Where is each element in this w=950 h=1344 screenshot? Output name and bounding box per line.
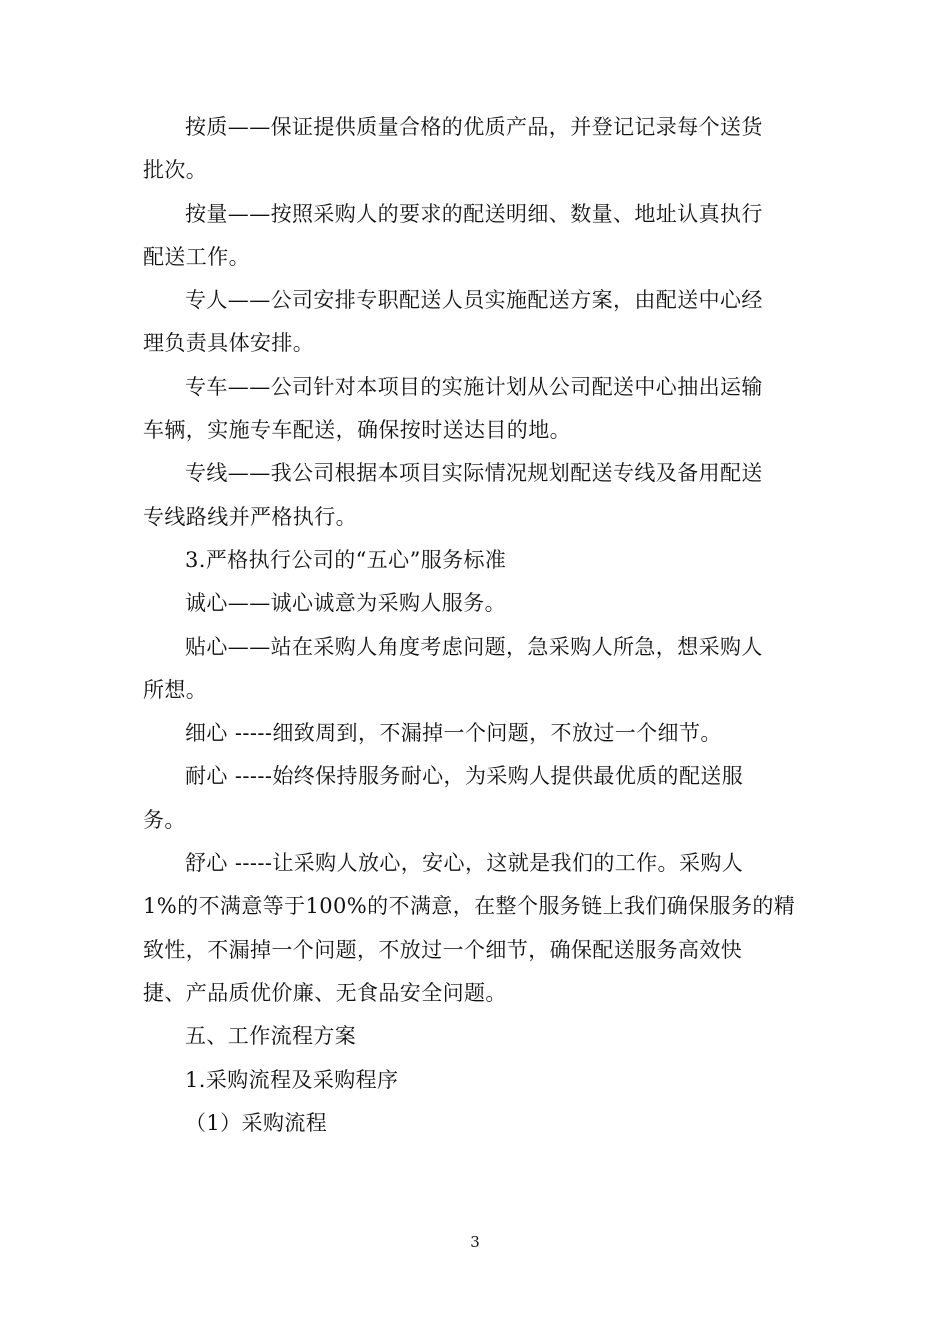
text-line: 专车——公司针对本项目的实施计划从公司配送中心抽出运输 xyxy=(185,374,763,399)
section-heading: 3.严格执行公司的“五心”服务标准 xyxy=(185,547,507,572)
text-line: 专人——公司安排专职配送人员实施配送方案，由配送中心经 xyxy=(185,288,763,313)
subsection-heading: 1.采购流程及采购程序 xyxy=(185,1067,399,1092)
text-line: 细心 -----细致周到，不漏掉一个问题，不放过一个细节。 xyxy=(185,721,722,746)
text-line: 务。 xyxy=(143,807,186,832)
text-line: 耐心 -----始终保持服务耐心，为采购人提供最优质的配送服 xyxy=(185,764,744,789)
text-line: 1%的不满意等于100%的不满意，在整个服务链上我们确保服务的精 xyxy=(143,894,796,919)
text-line: 专线——我公司根据本项目实际情况规划配送专线及备用配送 xyxy=(185,461,763,486)
text-line: 诚心——诚心诚意为采购人服务。 xyxy=(185,591,506,616)
document-body xyxy=(143,106,803,1145)
text-line: 按质——保证提供质量合格的优质产品，并登记记录每个送货 xyxy=(185,115,763,139)
text-line: 批次。 xyxy=(143,158,208,183)
section-heading: 五、工作流程方案 xyxy=(185,1024,357,1049)
text-line: 致性，不漏掉一个问题，不放过一个细节，确保配送服务高效快 xyxy=(143,937,743,962)
page-number: 3 xyxy=(470,1233,480,1251)
text-line: 按量——按照采购人的要求的配送明细、数量、地址认真执行 xyxy=(185,201,763,226)
text-line: 所想。 xyxy=(143,677,208,702)
text-line: 贴心——站在采购人角度考虑问题，急采购人所急，想采购人 xyxy=(185,634,763,659)
subsection-heading: （1）采购流程 xyxy=(185,1110,328,1135)
text-line: 专线路线并严格执行。 xyxy=(143,504,357,529)
text-line: 车辆，实施专车配送，确保按时送达目的地。 xyxy=(143,418,571,443)
text-line: 理负责具体安排。 xyxy=(143,331,315,356)
text-line: 配送工作。 xyxy=(143,244,250,269)
text-line: 捷、产品质优价廉、无食品安全问题。 xyxy=(143,980,507,1005)
text-line: 舒心 -----让采购人放心，安心，这就是我们的工作。采购人 xyxy=(185,851,744,876)
